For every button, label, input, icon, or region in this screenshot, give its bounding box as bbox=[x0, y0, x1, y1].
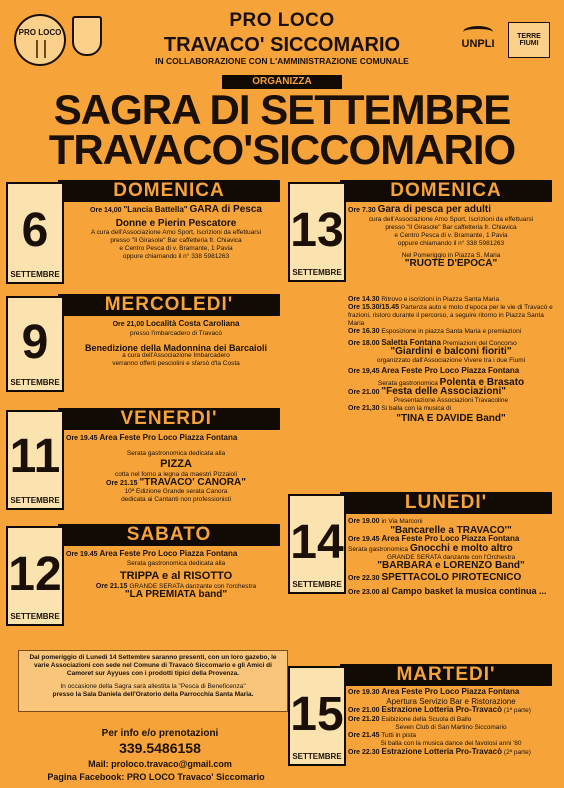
d13-ruote: "RUOTE D'EPOCA" bbox=[404, 257, 498, 269]
d13-r2: Partenza auto e moto d'epoca per le vie di Travacò e frazioni, ristoro durante il percorso, a seguire ritorno in Piazza Santa Maria bbox=[348, 304, 553, 327]
day-11-month: SETTEMBRE bbox=[10, 496, 60, 505]
d15-time5: Ore 22.30 bbox=[348, 748, 380, 756]
d9-line5: verranno offerti pesciolini e sfarsò d'la Costa bbox=[112, 360, 240, 367]
d11-line5: 10ª Edizione Grande serata Canora bbox=[124, 488, 228, 495]
d15-lottery1-part: (1ª parte) bbox=[503, 707, 531, 714]
day-11-details bbox=[66, 434, 286, 504]
day-9-number: 9 bbox=[21, 316, 49, 369]
d9-event: Benedizione della Madonnina dei Barcaioli bbox=[84, 342, 268, 353]
d14-time2: Ore 19.45 bbox=[348, 536, 380, 543]
info-label: Per info e/o prenotazioni bbox=[101, 728, 219, 739]
organizza-label: ORGANIZZA bbox=[222, 75, 342, 89]
d13-time: Ore 7.30 bbox=[348, 207, 376, 214]
header-line2: TRAVACO' SICCOMARIO bbox=[163, 34, 401, 56]
d6-event: GARA di Pesca bbox=[189, 204, 262, 215]
day-11-number: 11 bbox=[9, 430, 61, 483]
day-15-month: SETTEMBRE bbox=[292, 752, 342, 761]
d14-line4: Serata gastronomica bbox=[348, 545, 408, 553]
d13-line6: Nel Pomeriggio in Piazza S. Maria bbox=[401, 251, 501, 259]
d6-line3: A cura dell'Associazione Amo Sport, Iscrizioni da effettuarsi bbox=[90, 228, 262, 236]
main-title-1: SAGRA DI SETTEMBRE bbox=[53, 86, 511, 133]
d13-r11: Si balla con la musica di bbox=[381, 404, 452, 412]
d12-time2: Ore 21.15 bbox=[95, 582, 128, 590]
terre-fiumi-logo-text: TERRE FIUMI bbox=[517, 33, 541, 47]
d13-line5: oppure chiamando il n° 338 5981263 bbox=[397, 239, 505, 247]
d9-line2: presso l'imbarcadero di Travacò bbox=[130, 329, 222, 337]
day-15-number: 15 bbox=[290, 688, 344, 741]
day-13-name: DOMENICA bbox=[390, 180, 502, 201]
day-12-box bbox=[6, 526, 64, 626]
day-9-box bbox=[6, 296, 64, 392]
d13-r3: Esposizione in piazza Santa Maria e premiazioni bbox=[381, 328, 522, 335]
d13-r8b: Polenta e Brasato bbox=[439, 376, 525, 388]
day-6-band bbox=[58, 180, 280, 202]
d15-place: Area Feste Pro Loco Piazza Fontana bbox=[381, 687, 520, 696]
day-13-box bbox=[288, 182, 346, 282]
d15-bar: Apertura Servizio Bar e Ristorazione bbox=[386, 696, 516, 706]
day-15-name: MARTEDI' bbox=[396, 664, 496, 685]
day-12-band bbox=[58, 524, 280, 546]
day-14-box bbox=[288, 494, 346, 594]
d15-time: Ore 19.30 bbox=[348, 689, 380, 696]
day-6-box bbox=[6, 182, 64, 284]
day-15-band bbox=[340, 664, 552, 686]
d11-line6: dedicata ai Cantanti non professionisti bbox=[121, 496, 231, 503]
day-13-number: 13 bbox=[290, 204, 344, 257]
day-13-month: SETTEMBRE bbox=[292, 268, 342, 277]
d13-r6: organizzato dall'Associazione Vivere tra i due Fiumi bbox=[376, 356, 526, 364]
d12-place: Area Feste Pro Loco Piazza Fontana bbox=[99, 549, 238, 558]
day-14-month: SETTEMBRE bbox=[292, 580, 342, 589]
d12-line4: GRANDE SERATA danzante con l'orchestra bbox=[129, 582, 257, 590]
day-13-band bbox=[340, 180, 552, 202]
day-13-details bbox=[348, 206, 554, 268]
d14-basket: al Campo basket la musica continua ... bbox=[381, 586, 547, 596]
d15-lottery1: Estrazione Lotteria Pro-Travacò bbox=[381, 705, 502, 714]
d14-place: in Via Marconi bbox=[381, 518, 423, 525]
d15-lottery2-part: (2ª parte) bbox=[503, 748, 531, 756]
d13-r5: "Giardini e balconi fioriti" bbox=[390, 346, 512, 357]
day-6-month: SETTEMBRE bbox=[10, 270, 60, 279]
day-14-band bbox=[340, 492, 552, 514]
d12-band: "LA PREMIATA band" bbox=[124, 589, 228, 600]
d13-r4-time: Ore 18.00 bbox=[348, 340, 380, 347]
d9-time: Ore 21,00 bbox=[112, 321, 145, 328]
d13-r10: Presentazione Associazioni Travacoline bbox=[393, 396, 509, 404]
d13-r9: "Festa delle Associazioni" bbox=[381, 385, 507, 397]
note-box bbox=[18, 650, 288, 712]
day-9-details bbox=[66, 320, 286, 368]
d13-r11-time: Ore 21,30 bbox=[348, 404, 380, 412]
d13-r9-time: Ore 21.00 bbox=[348, 388, 380, 396]
d11-time2: Ore 21.15 bbox=[106, 479, 138, 487]
d15-time4: Ore 21.45 bbox=[348, 731, 380, 739]
unpli-logo-text: UNPLI bbox=[461, 38, 495, 50]
note-p2: In occasione della Sagra sarà allestita la "Pesca di Beneficenza" bbox=[60, 683, 246, 690]
d11-place: Area Feste Pro Loco Piazza Fontana bbox=[99, 433, 238, 442]
header-line1: PRO LOCO bbox=[229, 10, 335, 31]
d6-event2: Donne e Pierin Pescatore bbox=[115, 217, 237, 229]
d13-r4b: Premiazioni del Concorso bbox=[442, 340, 517, 347]
d13-r7: Area Feste Pro Loco Piazza Fontana bbox=[381, 365, 520, 375]
d14-time4: Ore 23.00 bbox=[348, 589, 380, 596]
d15-club: Seven Club di San Martino Siccomario bbox=[395, 723, 507, 731]
d6-place: "Lancia Battella" bbox=[123, 205, 188, 214]
day-9-band bbox=[58, 294, 280, 316]
header-line3: IN COLLABORAZIONE CON L'AMMINISTRAZIONE COMUNALE bbox=[155, 56, 409, 66]
d11-time: Ore 19.45 bbox=[66, 435, 98, 442]
day-12-month: SETTEMBRE bbox=[10, 612, 60, 621]
d14-place2: Area Feste Pro Loco Piazza Fontana bbox=[381, 534, 520, 543]
note-p3: presso la Sala Daniela dell'Oratorio della Parrocchia Santa Maria. bbox=[52, 691, 254, 698]
d14-band: "BARBARA e LORENZO Band" bbox=[377, 560, 525, 571]
d15-dance: Si balla con la musica dance dei favolosi anni '80 bbox=[380, 739, 522, 747]
d13-r7-time: Ore 19,45 bbox=[348, 367, 380, 375]
d15-school: Esibizione della Scuola di Ballo bbox=[381, 715, 472, 723]
day-11-band bbox=[58, 408, 280, 430]
day-15-details bbox=[348, 688, 554, 757]
day-6-details bbox=[66, 206, 286, 261]
day-14-details bbox=[348, 518, 554, 598]
d6-line5: e Centro Pesca di v. Bramante, 1 Pavia bbox=[119, 244, 233, 252]
d13-r4: Saletta Fontana bbox=[381, 338, 441, 347]
d13-r12: "TINA E DAVIDE Band" bbox=[396, 412, 506, 424]
d9-line4: a cura dell'Associazione Imbarcadero bbox=[122, 352, 230, 359]
day-12-details bbox=[66, 550, 286, 600]
day-12-name: SABATO bbox=[126, 524, 212, 545]
d15-pista: Tutti in pista bbox=[381, 731, 417, 739]
note-p1: Dal pomeriggio di Lunedì 14 Settembre saranno presenti, con un loro gazebo, le varie Associazioni con sede nel Comune di Travacò Siccomario e gli Amici di Camoret sur Ayyues con i prodotti tipici della Provenza. bbox=[29, 654, 277, 677]
d6-time: Ore 14,00 bbox=[90, 207, 122, 214]
d13-r3-time: Ore 16.30 bbox=[348, 328, 380, 335]
d14-time3: Ore 22.30 bbox=[348, 574, 380, 582]
d13-r1-time: Ore 14.30 bbox=[348, 296, 380, 303]
d14-line5: GRANDE SERATA danzante con l'Orchestra bbox=[386, 554, 516, 561]
d11-line3: cotta nel forno a legna da maestri Pizzaioli bbox=[114, 470, 238, 478]
day-6-name: DOMENICA bbox=[113, 180, 225, 201]
day-14-name: LUNEDI' bbox=[404, 492, 488, 513]
day-13-schedule bbox=[348, 296, 554, 423]
pro-loco-logo-text: PRO LOCO bbox=[18, 28, 62, 37]
d13-line4: e Centro Pesca di v. Bramante, 1 Pavia bbox=[394, 231, 508, 239]
info-facebook: Pagina Facebook: PRO LOCO Travaco' Siccomario bbox=[47, 772, 265, 782]
main-title-2: TRAVACO'SICCOMARIO bbox=[48, 126, 516, 173]
info-mail: Mail: proloco.travaco@gmail.com bbox=[88, 759, 232, 769]
d13-event: Gara di pesca per adulti bbox=[377, 204, 491, 215]
d6-line4: presso "Il Girasole" Bar caffetteria fr. Chiavica bbox=[110, 236, 242, 244]
d13-r8: Serata gastronomica bbox=[377, 379, 438, 387]
day-9-month: SETTEMBRE bbox=[10, 378, 60, 387]
d9-place: Località Costa Caroliana bbox=[146, 319, 240, 328]
d13-r1: Ritrovo e iscrizioni in Piazza Santa Maria bbox=[381, 296, 500, 303]
info-phone: 339.5486158 bbox=[119, 740, 201, 756]
day-11-name: VENERDI' bbox=[120, 408, 218, 429]
day-11-box bbox=[6, 410, 64, 510]
day-9-name: MERCOLEDI' bbox=[104, 294, 234, 315]
d13-line2: cura dell'Associazione Amo Sport, Iscrizioni da effettuarsi bbox=[368, 215, 534, 223]
d15-lottery2: Estrazione Lotteria Pro-Travacò bbox=[381, 746, 502, 756]
d14-fireworks: SPETTACOLO PIROTECNICO bbox=[381, 571, 522, 583]
day-15-box bbox=[288, 666, 346, 766]
d11-event2: "TRAVACO' CANORA" bbox=[139, 476, 246, 488]
d12-time: Ore 19.45 bbox=[66, 551, 98, 558]
d13-r2-time: Ore 15.30/15.45 bbox=[348, 304, 399, 311]
d15-time2: Ore 21.00 bbox=[348, 707, 380, 714]
d13-line3: presso "Il Girasole" Bar caffetteria fr. Chiavica bbox=[385, 223, 517, 231]
d12-event: TRIPPA e al RISOTTO bbox=[119, 569, 233, 582]
day-12-number: 12 bbox=[8, 548, 62, 601]
d14-gnocchi: Gnocchi e molto altro bbox=[409, 542, 513, 554]
d14-bancarelle: "Bancarelle a TRAVACO'" bbox=[390, 524, 512, 536]
d14-time: Ore 19.00 bbox=[348, 518, 380, 525]
d15-time3: Ore 21.20 bbox=[348, 715, 380, 723]
day-14-number: 14 bbox=[290, 516, 344, 569]
d12-line2: Serata gastronomica dedicata alla bbox=[126, 559, 226, 567]
d11-line2: Serata gastronomica dedicata alla bbox=[126, 449, 226, 457]
d11-pizza: PIZZA bbox=[160, 457, 192, 470]
day-6-number: 6 bbox=[21, 204, 49, 257]
d6-line6: oppure chiamando il n° 338 5981263 bbox=[122, 252, 230, 260]
